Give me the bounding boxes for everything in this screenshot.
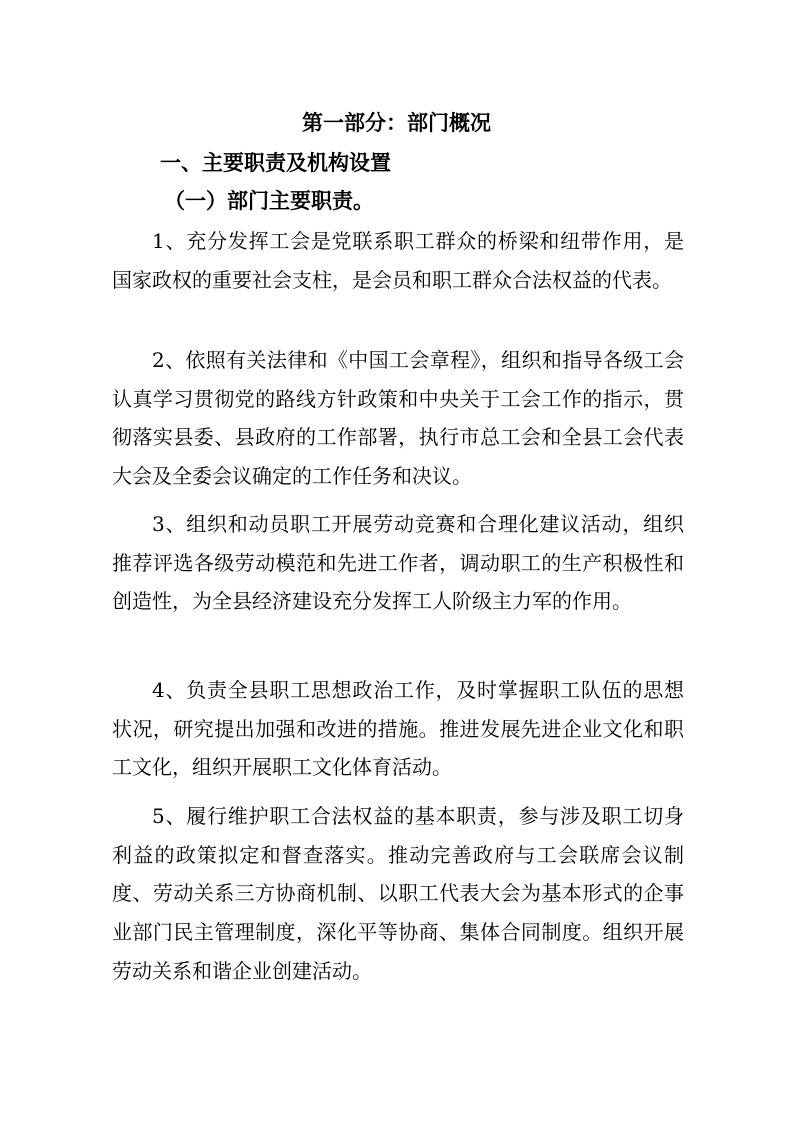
- paragraph-2: 2、依照有关法律和《中国工会章程》，组织和指导各级工会认真学习贯彻党的路线方针政策和中央关于工会工作的指示，贯彻落实县委、县政府的工作部署，执行市总工会和全县工会代表大会及全委会议确定的工作任务和决议。: [112, 348, 684, 489]
- paragraph-5: 5、履行维护职工合法权益的基本职责，参与涉及职工切身利益的政策拟定和督查落实。推动完善政府与工会联席会议制度、劳动关系三方协商机制、以职工代表大会为基本形式的企事业部门民主管理制度，深化平等协商、集体合同制度。组织开展劳动关系和谐企业创建活动。: [112, 804, 684, 983]
- paragraph-4: 4、负责全县职工思想政治工作，及时掌握职工队伍的思想状况，研究提出加强和改进的措施。推进发展先进企业文化和职工文化，组织开展职工文化体育活动。: [112, 678, 684, 780]
- paragraph-3: 3、组织和动员职工开展劳动竞赛和合理化建议活动，组织推荐评选各级劳动模范和先进工作者，调动职工的生产积极性和创造性，为全县经济建设充分发挥工人阶级主力军的作用。: [112, 512, 684, 614]
- section-heading: 一、主要职责及机构设置: [160, 151, 391, 175]
- page-title: 第一部分：部门概况: [302, 111, 491, 135]
- paragraph-1: 1、充分发挥工会是党联系职工群众的桥梁和纽带作用，是国家政权的重要社会支柱，是会员和职工群众合法权益的代表。: [112, 229, 684, 292]
- subsection-heading: （一）部门主要职责。: [164, 189, 374, 213]
